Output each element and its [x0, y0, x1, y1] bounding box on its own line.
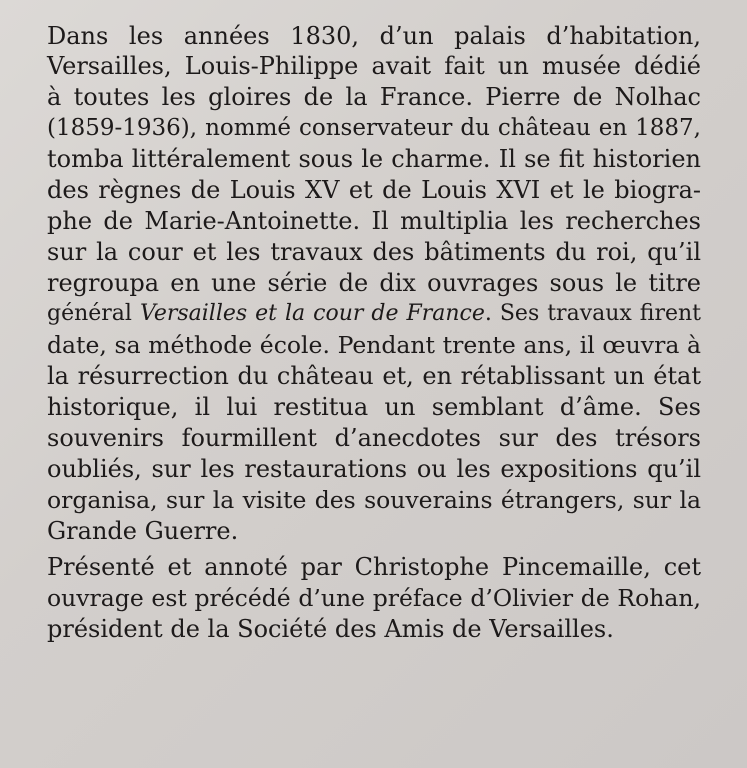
text-line: la résurrection du château et, en rétablissant un état	[47, 362, 701, 390]
text-segment: . Ses travaux firent	[484, 301, 702, 326]
text-line: des règnes de Louis XV et de Louis XVI et le biogra-	[47, 176, 701, 204]
text-line: Présenté et annoté par Christophe Pincemaille, cet	[47, 553, 701, 581]
text-line: à toutes les gloires de la France. Pierre de Nolhac	[47, 83, 701, 111]
text-segment: général	[47, 301, 140, 326]
text-line: historique, il lui restitua un semblant d’âme. Ses	[47, 393, 701, 421]
text-line: Versailles, Louis-Philippe avait fait un musée dédié	[47, 52, 701, 80]
text-line: date, sa méthode école. Pendant trente ans, il œuvra à	[47, 331, 701, 359]
text-line: Dans les années 1830, d’un palais d’habitation,	[47, 22, 701, 50]
text-line: organisa, sur la visite des souverains étrangers, sur la	[47, 486, 701, 514]
text-line: oubliés, sur les restaurations ou les expositions qu’il	[47, 455, 701, 483]
text-line: regroupa en une série de dix ouvrages sous le titre	[47, 269, 701, 297]
text-line: tomba littéralement sous le charme. Il se fit historien	[47, 145, 701, 173]
text-line: (1859-1936), nommé conservateur du château en 1887,	[47, 115, 701, 141]
text-line: président de la Société des Amis de Versailles.	[47, 615, 614, 643]
text-line-with-title	[47, 300, 701, 328]
text-line: ouvrage est précédé d’une préface d’Olivier de Rohan,	[47, 584, 701, 612]
book-title-italic: Versailles et la cour de France	[139, 301, 485, 326]
text-line: Grande Guerre.	[47, 517, 239, 545]
text-line: phe de Marie-Antoinette. Il multiplia les recherches	[47, 207, 701, 235]
text-line: souvenirs fourmillent d’anecdotes sur des trésors	[47, 424, 701, 452]
text-line: sur la cour et les travaux des bâtiments du roi, qu’il	[47, 238, 701, 266]
